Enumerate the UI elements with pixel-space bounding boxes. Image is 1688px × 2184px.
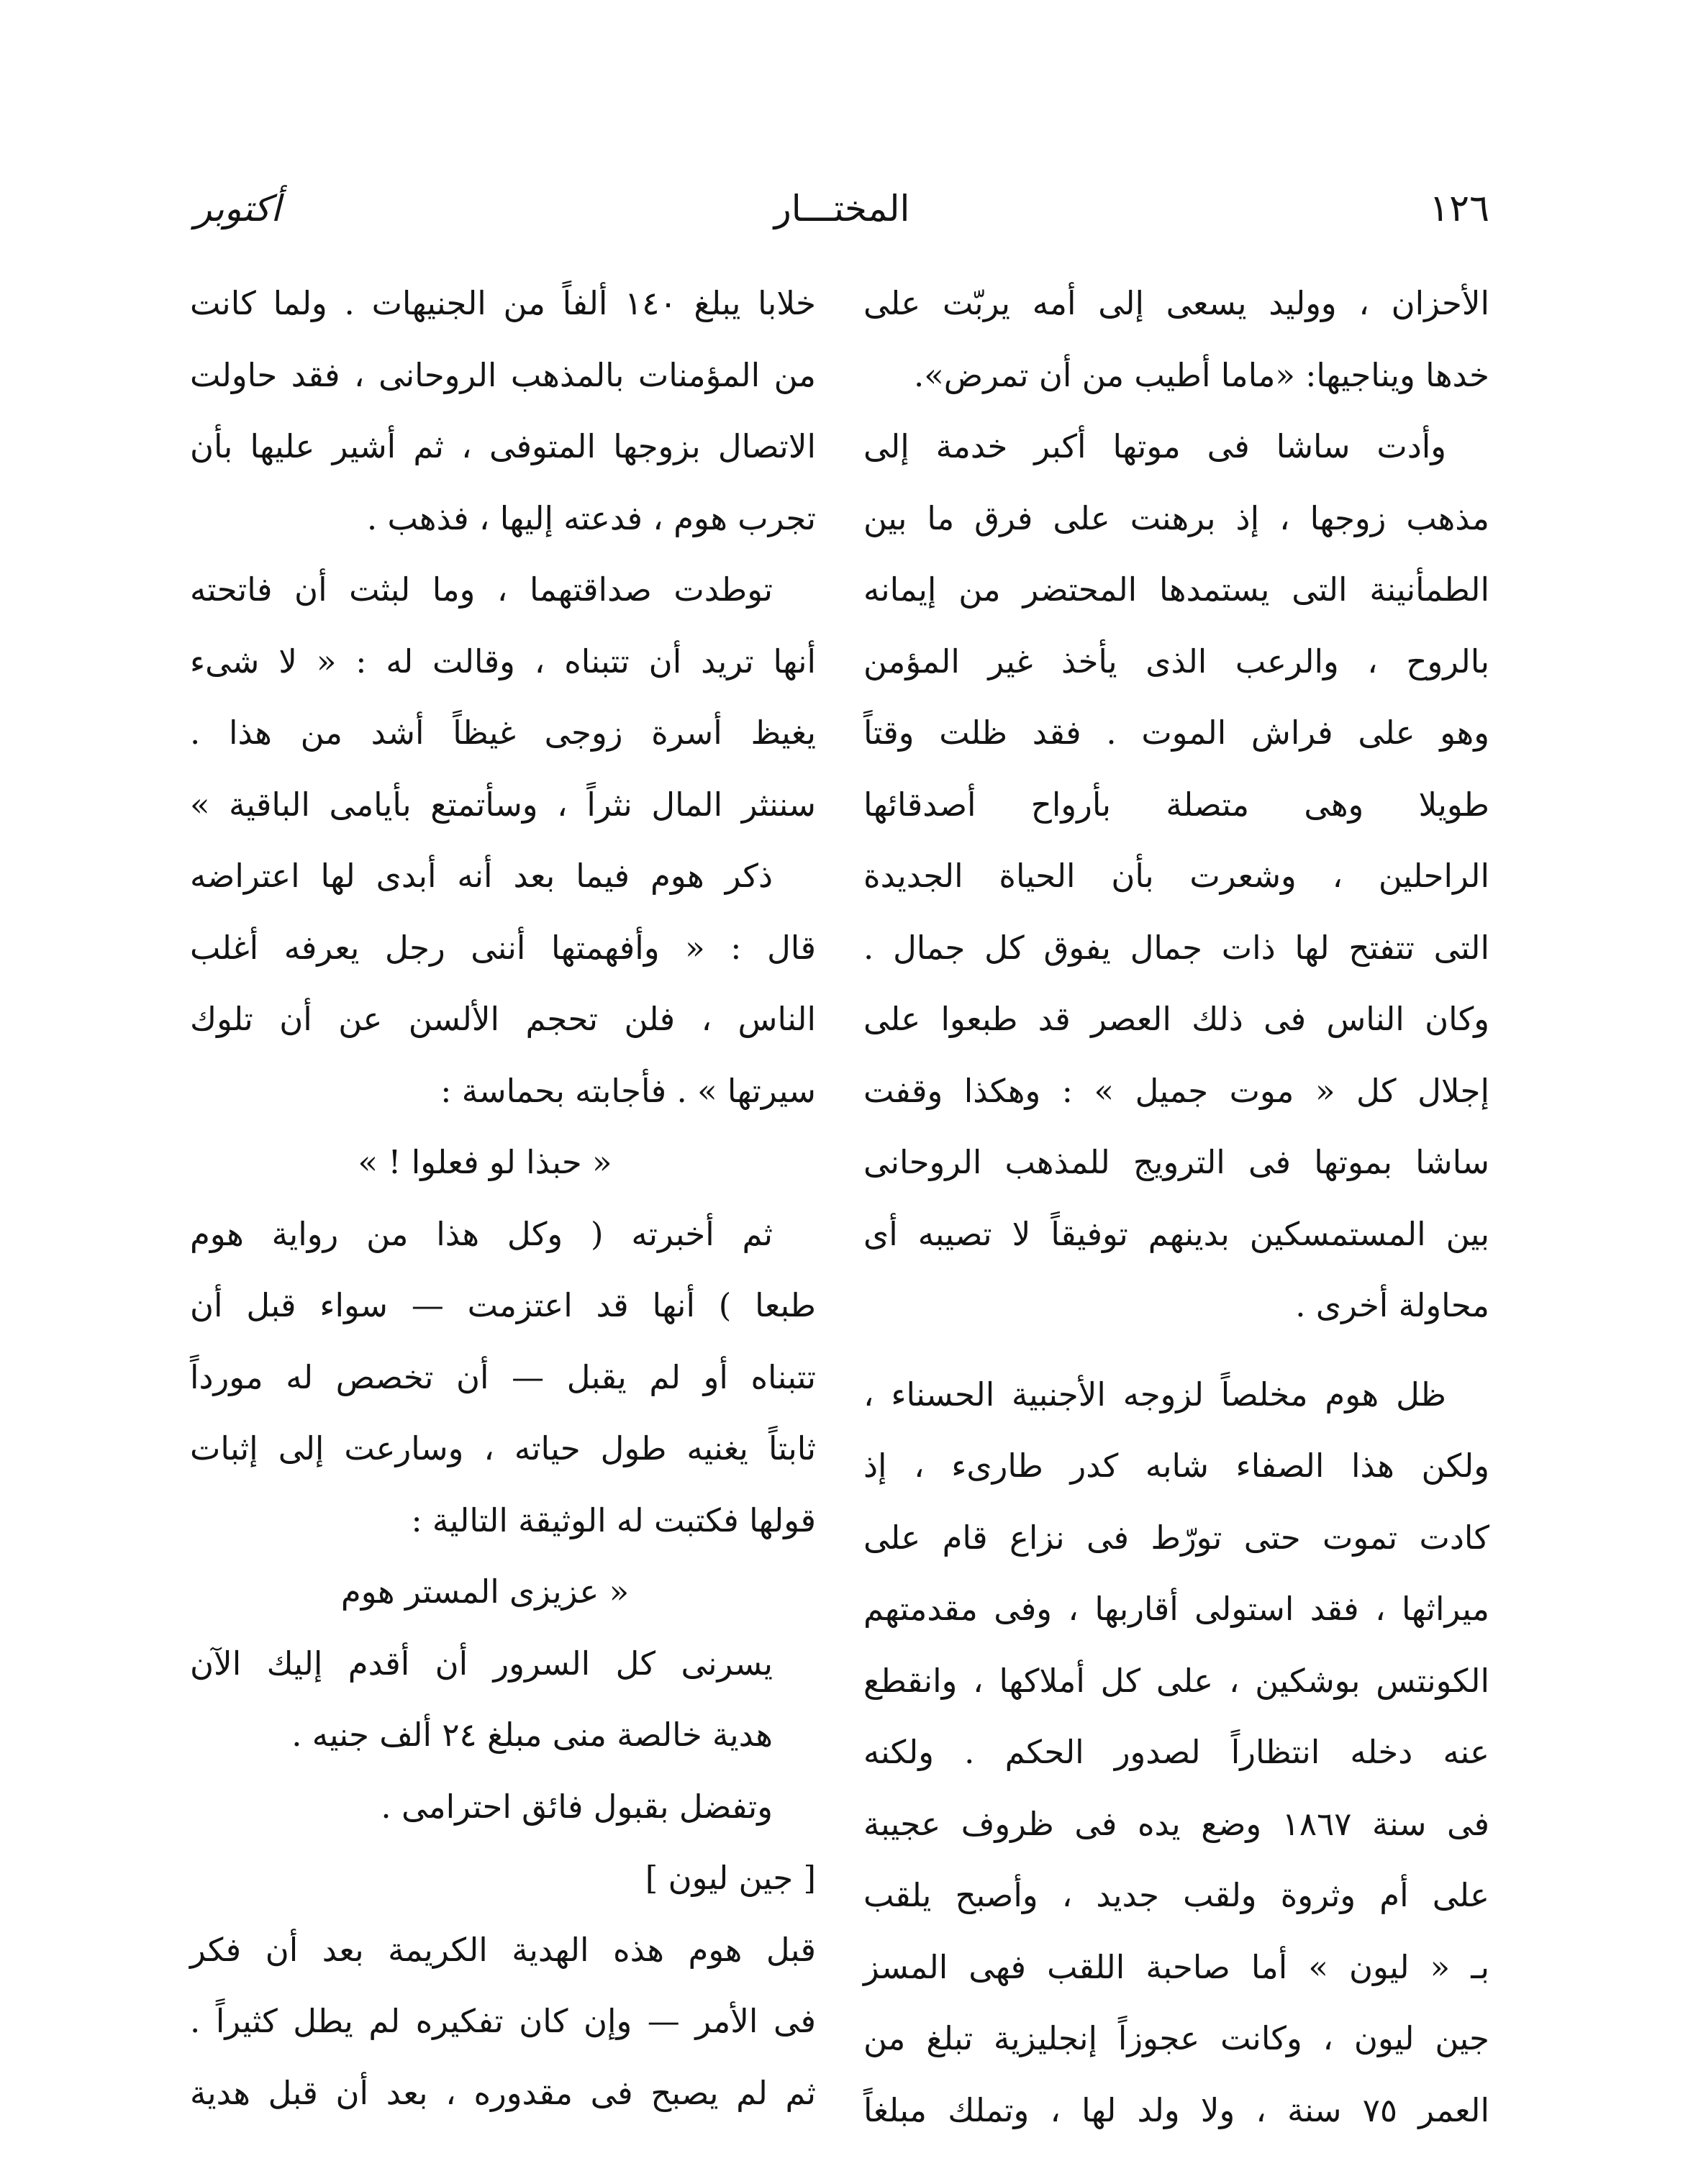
text-line: طبعا ) أنها قد اعتزمت — سواء قبل أن	[190, 1286, 816, 1324]
text-line: طويلا وهى متصلة بأرواح أصدقائها	[863, 785, 1489, 824]
text-line: تجرب هوم ، فدعته إليها ، فذهب .	[366, 499, 816, 537]
text-line: مذهب زوجها ، إذ برهنت على فرق ما بين	[863, 499, 1489, 537]
text-line: الأحزان ، ووليد يسعى إلى أمه يربّت على	[863, 284, 1489, 322]
text-line: أنها تريد أن تتبناه ، وقالت له : « لا شىء	[190, 642, 816, 681]
text-line: توطدت صداقتهما ، وما لبثت أن فاتحته	[190, 570, 773, 609]
text-line: وكان الناس فى ذلك العصر قد طبعوا على	[863, 1000, 1489, 1038]
text-line: ثم أخبرته ( وكل هذا من رواية هوم	[190, 1214, 773, 1253]
paragraph-gap	[863, 1342, 1489, 1359]
text-line: التى تتفتح لها ذات جمال يفوق كل جمال .	[863, 928, 1489, 967]
text-line: قولها فكتبت له الوثيقة التالية :	[411, 1501, 816, 1539]
text-line: فى سنة ١٨٦٧ وضع يده فى ظروف عجيبة	[863, 1804, 1490, 1843]
text-line: بالروح ، والرعب الذى يأخذ غير المؤمن	[863, 642, 1489, 681]
text-line: ظل هوم مخلصاً لزوجه الأجنبية الحسناء ،	[863, 1375, 1446, 1414]
text-line: الكونتس بوشكين ، على كل أملاكها ، وانقطع	[863, 1661, 1489, 1700]
text-line: تتبناه أو لم يقبل — أن تخصص له مورداً	[190, 1357, 816, 1396]
text-line: كادت تموت حتى تورّط فى نزاع قام على	[863, 1518, 1489, 1557]
text-line: خدها ويناجيها: «ماما أطيب من أن تمرض».	[913, 355, 1489, 394]
text-line: هدية خالصة منى مبلغ ٢٤ ألف جنيه .	[291, 1716, 773, 1754]
text-line: بين المستمسكين بدينهم توفيقاً لا تصيبه أى	[863, 1214, 1489, 1253]
text-line: ولكن هذا الصفاء شابه كدر طارىء ، إذ	[863, 1447, 1489, 1485]
page-number: ١٢٦	[1429, 187, 1489, 230]
text-line: الناس ، فلن تحجم الألسن عن أن تلوك	[190, 1000, 816, 1038]
text-line: الطمأنينة التى يستمدها المحتضر من إيمانه	[863, 570, 1489, 609]
text-line: بـ « ليون » أما صاحبة اللقب فهى المسز	[863, 1947, 1489, 1986]
text-line: على أم وثروة ولقب جديد ، وأصبح يلقب	[863, 1876, 1489, 1914]
text-line: الاتصال بزوجها المتوفى ، ثم أشير عليها بأن	[190, 427, 816, 465]
text-column-left	[190, 268, 816, 2112]
text-line: وأدت ساشا فى موتها أكبر خدمة إلى	[863, 427, 1446, 465]
text-line: ثابتاً يغنيه طول حياته ، وسارعت إلى إثبات	[190, 1429, 816, 1468]
text-line: الراحلين ، وشعرت بأن الحياة الجديدة	[863, 857, 1489, 895]
text-line: قال : « وأفهمتها أننى رجل يعرفه أغلب	[190, 928, 816, 967]
text-line: قبل هوم هذه الهدية الكريمة بعد أن فكر	[190, 1930, 816, 1969]
page-header	[194, 176, 1489, 241]
running-title: المختـــار	[773, 188, 910, 229]
text-line: خلابا يبلغ ١٤٠ ألفاً من الجنيهات . ولما كانت	[190, 284, 816, 322]
text-line: وتفضل بقبول فائق احترامى .	[381, 1787, 773, 1826]
text-line: وهو على فراش الموت . فقد ظلت وقتاً	[863, 714, 1489, 752]
text-line: فى الأمر — وإن كان تفكيره لم يطل كثيراً .	[190, 2002, 816, 2040]
text-line: سيرتها » . فأجابته بحماسة :	[440, 1071, 816, 1110]
text-line: ذكر هوم فيما بعد أنه أبدى لها اعتراضه	[190, 857, 773, 895]
text-line: ثم لم يصبح فى مقدوره ، بعد أن قبل هدية	[190, 2073, 816, 2112]
text-line: [ جين ليون ]	[645, 1859, 816, 1897]
text-line: ميراثها ، فقد استولى أقاربها ، وفى مقدمتهم	[863, 1590, 1489, 1628]
text-line: ساشا بموتها فى الترويج للمذهب الروحانى	[863, 1143, 1489, 1181]
text-line: يسرنى كل السرور أن أقدم إليك الآن	[190, 1644, 773, 1683]
text-line: العمر ٧٥ سنة ، ولا ولد لها ، وتملك مبلغاً	[863, 2090, 1490, 2129]
text-line: إجلال كل « موت جميل » : وهكذا وقفت	[863, 1071, 1489, 1110]
text-line: « عزيزى المستر هوم	[340, 1573, 630, 1611]
header-month: أكتوبر	[194, 188, 281, 229]
text-line: سننثر المال نثراً ، وسأتمتع بأيامى الباقية »	[190, 785, 816, 824]
text-line: من المؤمنات بالمذهب الروحانى ، فقد حاولت	[190, 355, 816, 394]
text-line: « حبذا لو فعلوا ! »	[358, 1143, 612, 1181]
text-line: يغيظ أسرة زوجى غيظاً أشد من هذا .	[190, 714, 816, 752]
text-line: جين ليون ، وكانت عجوزاً إنجليزية تبلغ من	[863, 2019, 1489, 2057]
text-line: عنه دخله انتظاراً لصدور الحكم . ولكنه	[863, 1733, 1489, 1771]
text-column-right	[863, 268, 1490, 2129]
text-line: محاولة أخرى .	[1295, 1286, 1489, 1324]
